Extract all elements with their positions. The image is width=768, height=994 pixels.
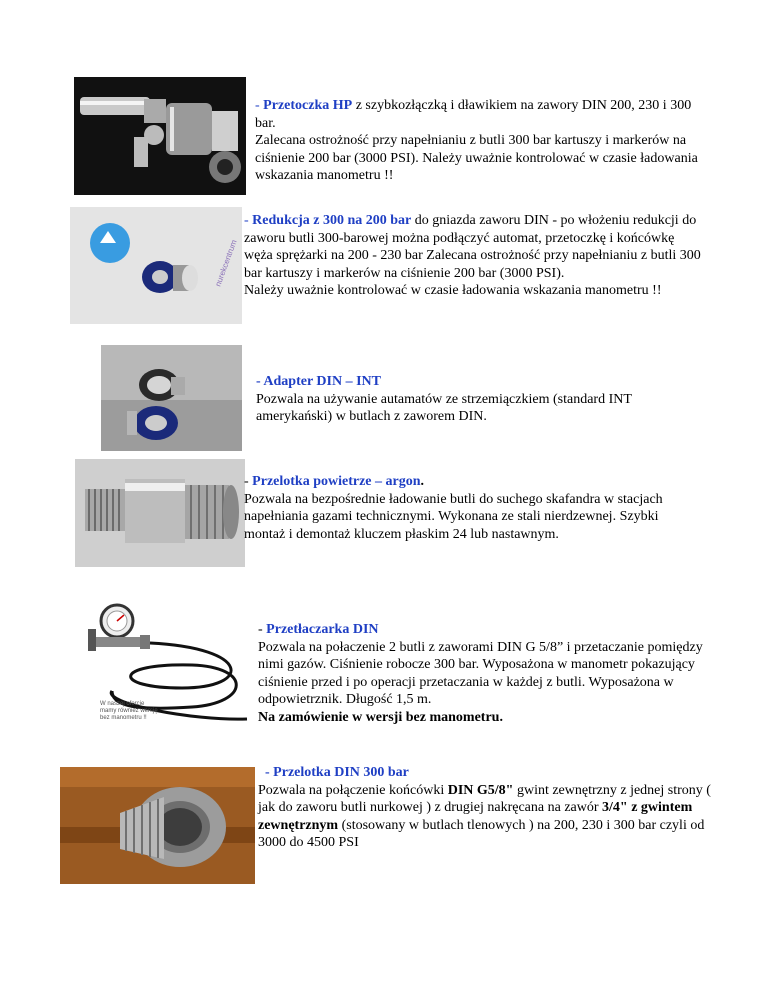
product-text-2: Pozwala na bezpośrednie ładowanie butli do suchego skafandra w stacjach napełniania gazami technicznymi. Wykonana ze stali nierdzewnej. Szybki montaż i demontaż kluczem płaskim 24 lub nastawnym. xyxy=(244,491,663,542)
product-text-a: Pozwala na połączenie końcówki xyxy=(258,782,448,798)
item-dash: - xyxy=(256,374,264,389)
item-dash: - xyxy=(258,622,267,637)
product-title: Adapter DIN – INT xyxy=(263,374,381,389)
product-hp-fill-adapter xyxy=(255,97,700,185)
product-text-2: Należy uważnie kontrolować w czasie ładowania wskazania manometru !! xyxy=(244,283,662,298)
product-title: Redukcja z 300 na 200 bar xyxy=(252,213,412,228)
din-int-adapter-photo xyxy=(101,345,242,451)
product-title: Przetoczka HP xyxy=(263,98,353,113)
product-transfill-whip xyxy=(258,621,703,726)
product-din-300-adapter xyxy=(258,764,713,852)
product-title: Przelotka powietrze – argon xyxy=(252,474,421,489)
product-text-2: Pozwala na używanie autamatów ze strzemiączkiem (standard INT amerykański) w butlach z zaworem DIN. xyxy=(256,391,632,424)
product-text-b: gwint zewnętrzny z jednej strony ( jak do zaworu butli nurkowej ) z drugiej nakręcana na zawór xyxy=(258,782,711,815)
product-text: do gniazda zaworu DIN - po włożeniu redukcji do zaworu butli 300-barowej można podłączyć automat, przetoczkę i końcówkę węża sprężarki na 200 - 230 bar Zalecana ostrożność przy napełnianiu z butli 300 bar kartuszy i markerów na ciśnienie 200 bar (3000 PSI). xyxy=(244,213,701,281)
reducer-photo xyxy=(70,207,242,324)
product-text-c: (stosowany w butlach tlenowych ) na 200, 230 i 300 bar czyli od 3000 do 4500 PSI xyxy=(258,817,705,850)
product-text-2: Pozwala na połaczenie 2 butli z zaworami DIN G 5/8” i przetaczanie pomiędzy nimi gazów. Ciśnienie robocze 300 bar. Wyposażona w manometr pokazujący ciśnienie przed i po operacji przetaczania w każdej z butli. Wyposażona w odpowietrznik. Długość 1,5 m. xyxy=(258,639,703,707)
air-argon-adapter-photo xyxy=(75,459,245,567)
product-text-2: Zalecana ostrożność przy napełnianiu z butli 300 bar kartuszy i markerów na ciśnienie 200 bar (3000 PSI). Należy uważnie kontrolować w czasie ładowania wskazania manometru !! xyxy=(255,133,698,183)
din-300-adapter-photo xyxy=(60,767,255,884)
product-title: Przetłaczarka DIN xyxy=(266,622,379,637)
product-text: z szybkozłączką i dławikiem na zawory DIN 200, 230 i 300 bar. xyxy=(255,98,692,131)
item-dash: - xyxy=(244,213,253,228)
product-text: . xyxy=(420,474,425,489)
product-din-int-adapter xyxy=(256,373,696,426)
item-dash: - xyxy=(244,474,253,489)
product-bold-a: DIN G5/8" xyxy=(447,782,514,798)
product-air-argon-adapter xyxy=(244,473,674,543)
product-bold-line: Na zamówienie w wersji bez manometru. xyxy=(258,709,503,725)
image-note: W naszej ofercie mamy również wersję bez manometru !! xyxy=(100,701,158,721)
product-reducer xyxy=(244,212,702,300)
svg-text:nurekcentrum: nurekcentrum xyxy=(213,238,239,288)
item-dash: - xyxy=(265,765,274,780)
product-bold-b: 3/4" z gwintem zewnętrznym xyxy=(258,800,693,833)
product-title: Przelotka DIN 300 bar xyxy=(273,765,409,780)
hp-fill-adapter-photo xyxy=(74,77,246,195)
item-dash: - xyxy=(255,98,264,113)
